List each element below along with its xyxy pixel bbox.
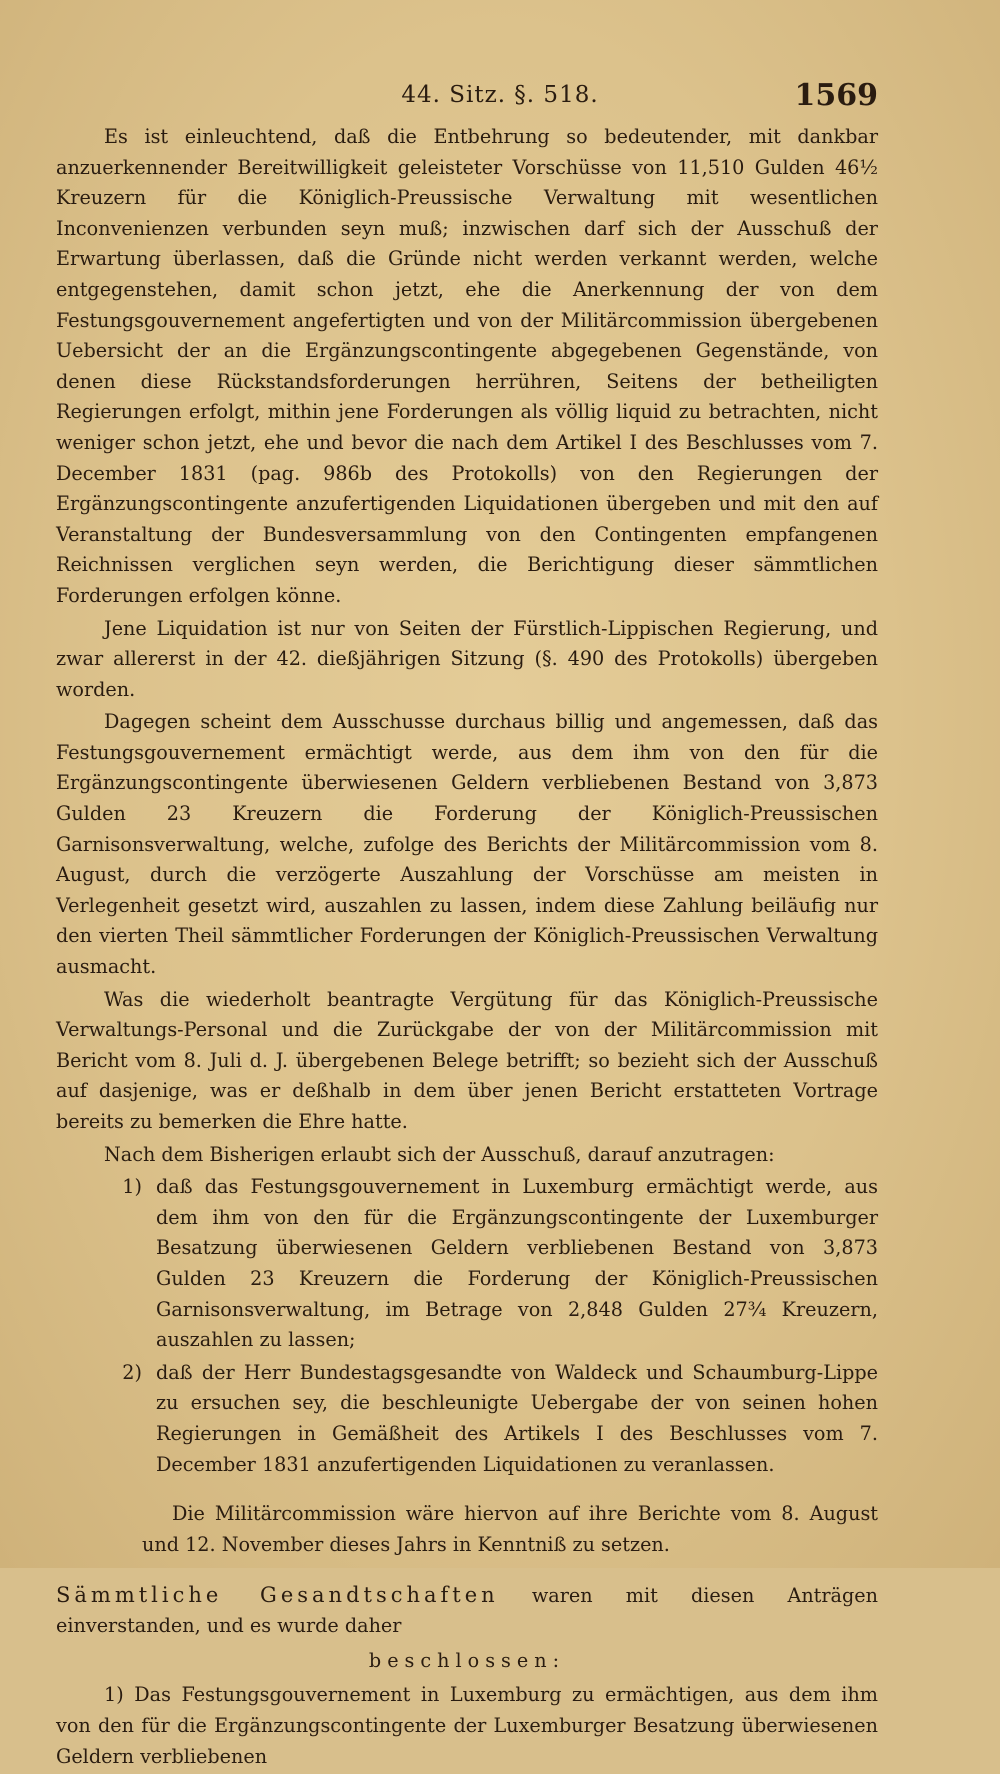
resolution-item: [56, 1680, 878, 1772]
conclusion-paragraph: [56, 1580, 878, 1642]
running-head: 44. Sitz. §. 518.: [401, 82, 599, 108]
list-item-number: 2): [122, 1360, 142, 1384]
conclusion-rest: waren mit diesen Anträgen einverstanden, und es wurde daher: [56, 1583, 878, 1638]
list-item-text: daß das Festungsgouvernement in Luxemburg ermächtigt werde, aus dem ihm von den für die Ergänzungscontingente der Luxemburger Besatzung überwiesenen Geldern verbliebenen Bestand von 3,873 Gulden 23 Kreuzern die Forderung der Königlich-Preussischen Garnisonsverwaltung, im Betrage von 2,848 Gulden 27¾ Kreuzern, auszahlen zu lassen;: [156, 1175, 878, 1352]
page-header: [0, 78, 1000, 118]
document-body: [56, 122, 878, 1774]
paragraph-liquidation: Jene Liquidation ist nur von Seiten der Fürstlich-Lippischen Regierung, und zwar allererst in der 42. dießjährigen Sitzung (§. 490 des Protokolls) übergeben worden.: [56, 616, 878, 701]
paragraph-advances: Es ist einleuchtend, daß die Entbehrung so bedeutender, mit dankbar anzuerkennender Bereitwilligkeit geleisteter Vorschüsse von 11,510 Gulden 46½ Kreuzern für die Königlich-Preussische Verwaltung mit wesentlichen Inconvenienzen verbunden seyn muß; inzwischen darf sich der Ausschuß der Erwartung überlassen, daß die Gründe nicht werden verkannt werden, welche entgegenstehen, damit schon jetzt, ehe die Anerkennung der von dem Festungsgouvernement angefertigten und von der Militärcommission übergebenen Uebersicht der an die Ergänzungscontingente abgegebenen Gegenstände, von denen diese Rückstandsforderungen herrühren, Seitens der betheiligten Regierungen erfolgt, mithin jene Forderungen als völlig liquid zu betrachten, nicht weniger schon jetzt, ehe und bevor die nach dem Artikel I des Beschlusses vom 7. December 1831 (pag. 986b des Protokolls) von den Regierungen der Ergänzungscontingente anzufertigenden Liquidationen übergeben und mit den auf Veranstaltung der Bundesversammlung von den Contingenten empfangenen Reichnissen verglichen seyn werden, die Berichtigung dieser sämmtlichen Forderungen erfolgen könne.: [56, 125, 878, 607]
paragraph-motion-intro: Nach dem Bisherigen erlaubt sich der Ausschuß, darauf anzutragen:: [104, 1142, 775, 1166]
list-item-text: daß der Herr Bundestagsgesandte von Waldeck und Schaumburg-Lippe zu ersuchen sey, die beschleunigte Uebergabe der von seinen hohen Regierungen in Gemäßheit des Artikels I des Beschlusses vom 7. December 1831 anzufertigenden Liquidationen zu veranlassen.: [156, 1360, 878, 1476]
conclusion-spaced-phrase: Sämmtliche Gesandtschaften: [56, 1582, 499, 1607]
resolved-heading: beschlossen:: [368, 1648, 566, 1672]
resolution-text: Das Festungsgouvernement in Luxemburg zu ermächtigen, aus dem ihm von den für die Ergänzungscontingente der Luxemburger Besatzung überwiesenen Geldern verbliebenen: [56, 1683, 878, 1768]
list-item-number: 1): [122, 1175, 142, 1199]
paragraph-personnel: Was die wiederholt beantragte Vergütung für das Königlich-Preussische Verwaltungs-Personal und die Zurückgabe der von der Militärcommission mit Bericht vom 8. Juli d. J. übergebenen Belege betrifft; so bezieht sich der Ausschuß auf dasjenige, was er deßhalb in dem über jenen Bericht erstatteten Vortrage bereits zu bemerken die Ehre hatte.: [56, 987, 878, 1133]
list-item: [56, 1358, 878, 1480]
resolution-number: 1): [104, 1683, 124, 1707]
page-number: 1569: [794, 78, 878, 113]
proposal-list: [56, 1172, 878, 1560]
proposal-note: Die Militärcommission wäre hiervon auf ihre Berichte vom 8. August und 12. November dieses Jahrs in Kenntniß zu setzen.: [142, 1502, 878, 1556]
list-item: [56, 1172, 878, 1356]
paragraph-authorization: Dagegen scheint dem Ausschusse durchaus billig und angemessen, daß das Festungsgouvernement ermächtigt werde, aus dem ihm von den für die Ergänzungscontingente überwiesenen Geldern verbliebenen Bestand von 3,873 Gulden 23 Kreuzern die Forderung der Königlich-Preussischen Garnisonsverwaltung, welche, zufolge des Berichts der Militärcommission vom 8. August, durch die verzögerte Auszahlung der Vorschüsse am meisten in Verlegenheit gesetzt wird, auszahlen zu lassen, indem diese Zahlung beiläufig nur den vierten Theil sämmtlicher Forderungen der Königlich-Preussischen Verwaltung ausmacht.: [56, 710, 878, 979]
